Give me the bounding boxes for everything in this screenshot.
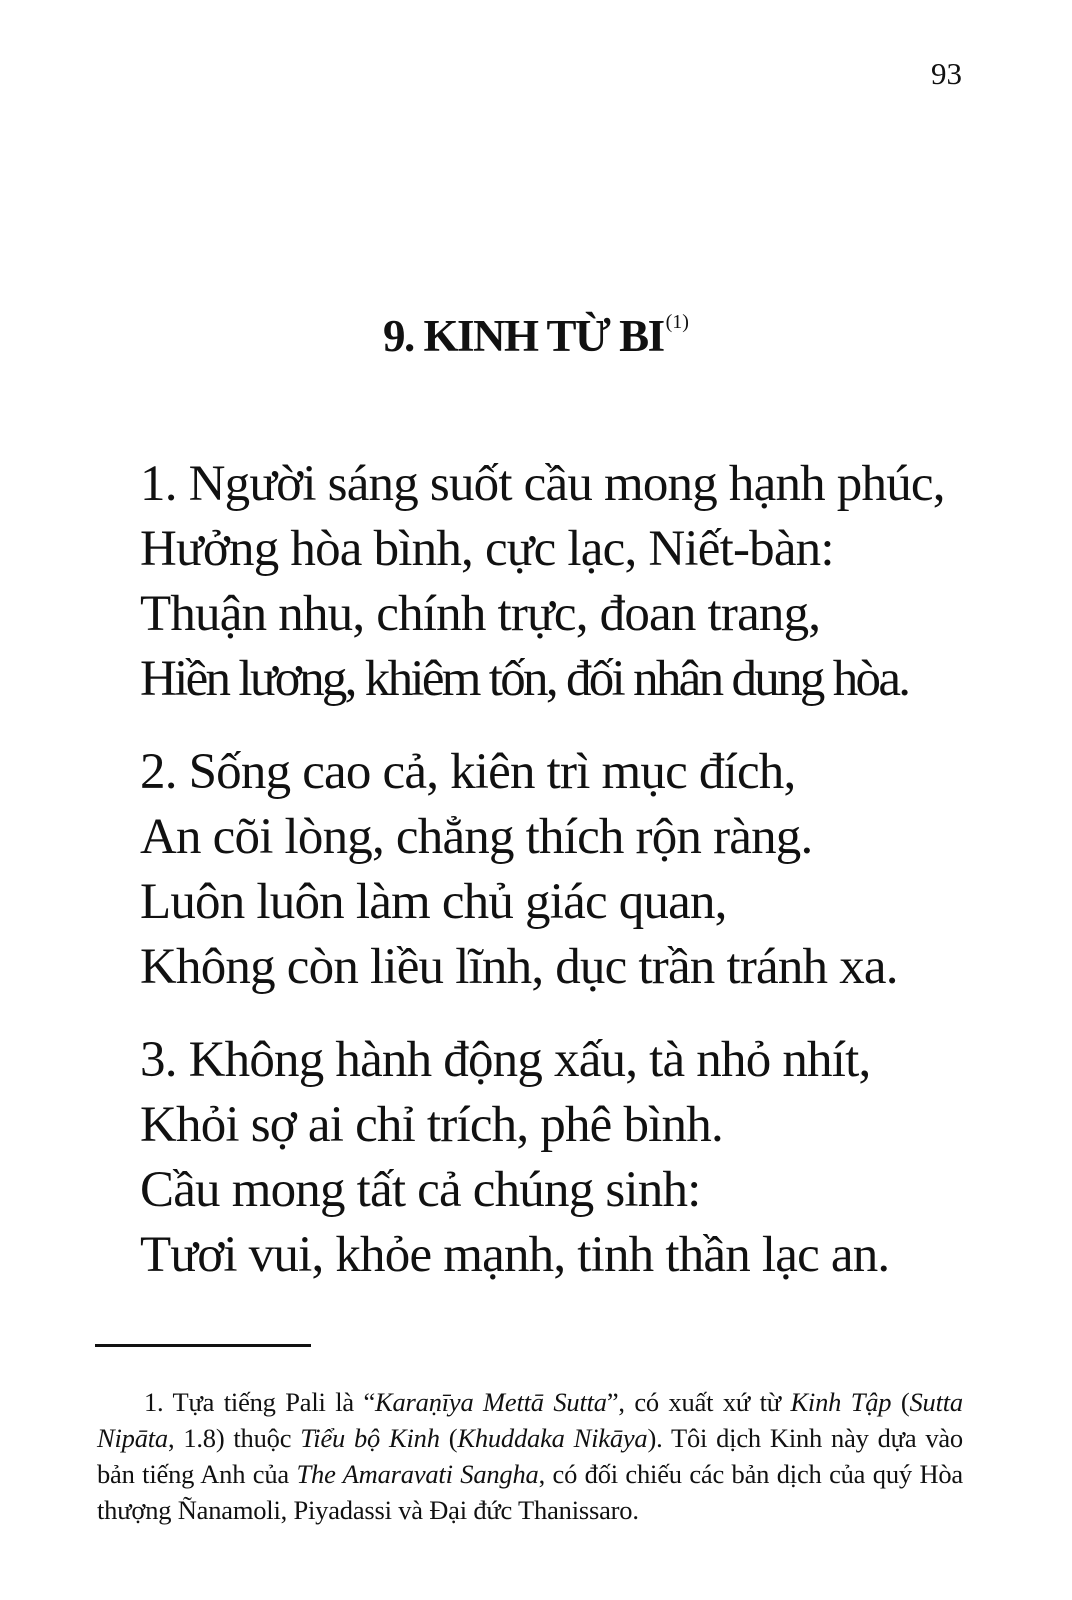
- poem-line: Khỏi sợ ai chỉ trích, phê bình.: [140, 1097, 723, 1153]
- footnote-text: 1. Tựa tiếng Pali là “: [144, 1386, 376, 1417]
- page-title: [0, 312, 1072, 359]
- poem-line: Hưởng hòa bình, cực lạc, Niết-bàn:: [140, 521, 834, 577]
- stanza-1: [140, 452, 1000, 712]
- footnote-text: (: [891, 1386, 910, 1417]
- footnote-italic: The Amaravati Sangha: [296, 1458, 539, 1489]
- poem-line: Thuận nhu, chính trực, đoan trang,: [140, 586, 821, 642]
- footnote-divider: [95, 1344, 311, 1347]
- poem-line: Cầu mong tất cả chúng sinh:: [140, 1162, 701, 1218]
- footnote-italic: Karaṇīya Mettā Sutta: [375, 1386, 607, 1417]
- footnote-italic: Sutta Nipāta: [97, 1386, 963, 1453]
- page-number: 93: [931, 56, 962, 91]
- footnote-text: ). Tôi dịch Kinh này dựa vào bản tiếng Anh của: [97, 1422, 963, 1489]
- footnote-italic: Tiểu bộ Kinh: [300, 1422, 440, 1453]
- footnote-text: ”, có xuất xứ từ: [606, 1386, 791, 1417]
- footnote-text: , 1.8) thuộc: [167, 1422, 301, 1453]
- poem-line: Tươi vui, khỏe mạnh, tinh thần lạc an.: [140, 1227, 890, 1283]
- footnote-italic: Khuddaka Nikāya: [457, 1422, 648, 1453]
- footnote-text: (: [439, 1422, 458, 1453]
- poem: [140, 452, 1000, 1316]
- footnote-italic: Kinh Tập: [790, 1386, 892, 1417]
- poem-line: 1. Người sáng suốt cầu mong hạnh phúc,: [140, 456, 945, 512]
- poem-line: Luôn luôn làm chủ giác quan,: [140, 874, 727, 930]
- footnote: [97, 1384, 963, 1528]
- poem-line: An cõi lòng, chẳng thích rộn ràng.: [140, 809, 813, 865]
- stanza-2: [140, 740, 1000, 1000]
- poem-line: Hiền lương, khiêm tốn, đối nhân dung hòa.: [140, 651, 909, 707]
- poem-line: 3. Không hành động xấu, tà nhỏ nhít,: [140, 1032, 871, 1088]
- footnote-ref[interactable]: (1): [665, 311, 689, 333]
- poem-line: Không còn liều lĩnh, dục trần tránh xa.: [140, 939, 898, 995]
- poem-line: 2. Sống cao cả, kiên trì mục đích,: [140, 744, 796, 800]
- title-text: 9. KINH TỪ BI: [383, 311, 664, 361]
- stanza-3: [140, 1028, 1000, 1288]
- footnote-text: , có đối chiếu các bản dịch của quý Hòa thượng Ñanamoli, Piyadassi và Đại đức Thanissaro.: [97, 1458, 963, 1525]
